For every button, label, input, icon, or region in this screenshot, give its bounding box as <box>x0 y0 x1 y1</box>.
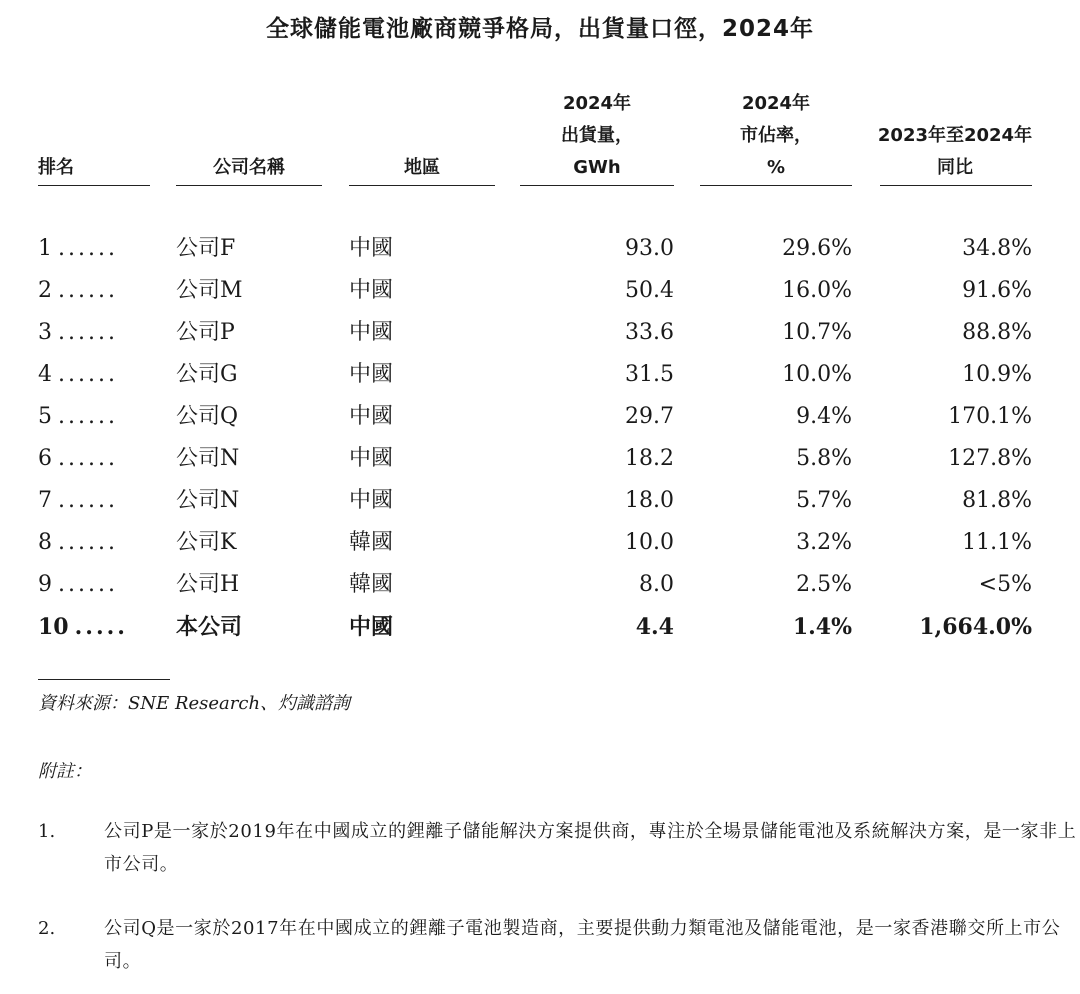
header-region: 地區 <box>404 157 440 178</box>
share-cell: 29.6% <box>782 236 852 261</box>
company-cell: 公司Q <box>176 404 239 429</box>
company-cell: 公司N <box>176 488 240 513</box>
rank-cell: 3 ...... <box>38 320 118 345</box>
shipments-cell: 29.7 <box>625 404 674 429</box>
company-cell: 本公司 <box>176 614 243 640</box>
table-row <box>0 439 1080 479</box>
rank-cell: 8 ...... <box>38 530 118 555</box>
share-cell: 5.8% <box>796 446 852 471</box>
company-cell: 公司G <box>176 362 238 387</box>
yoy-cell: 91.6% <box>962 278 1032 303</box>
yoy-cell: 127.8% <box>948 446 1032 471</box>
region-cell: 中國 <box>349 236 394 261</box>
table-title: 全球儲能電池廠商競爭格局，出貨量口徑，2024年 <box>265 16 814 42</box>
company-cell: 公司F <box>176 236 236 261</box>
table-row <box>0 565 1080 605</box>
header-share-line1: 2024年 <box>741 93 811 114</box>
company-cell: 公司K <box>176 530 237 555</box>
company-cell: 公司N <box>176 446 240 471</box>
share-cell: 16.0% <box>782 278 852 303</box>
rank-cell: 1 ...... <box>38 236 118 261</box>
company-cell: 公司M <box>176 278 243 303</box>
header-share-line2: 市佔率， <box>740 125 812 146</box>
notes-title: 附註： <box>38 761 92 782</box>
yoy-cell: <5% <box>978 572 1032 597</box>
share-cell: 10.7% <box>782 320 852 345</box>
share-cell: 9.4% <box>796 404 852 429</box>
share-cell: 10.0% <box>782 362 852 387</box>
note-text: 公司Q是一家於2017年在中國成立的鋰離子電池製造商，主要提供動力類電池及儲能電池，是一家香港聯交所上市公司。 <box>104 918 1061 972</box>
header-rule-yoy <box>880 185 1032 186</box>
header-yoy-line1: 2023年至2024年 <box>877 125 1033 146</box>
shipments-cell: 18.0 <box>625 488 674 513</box>
header-rule-share <box>700 185 852 186</box>
table-row <box>0 271 1080 311</box>
shipments-cell: 50.4 <box>625 278 674 303</box>
table-row <box>0 523 1080 563</box>
region-cell: 中國 <box>349 320 394 345</box>
region-cell: 中國 <box>349 404 394 429</box>
header-shipments-line3: GWh <box>573 157 621 178</box>
yoy-cell: 81.8% <box>962 488 1032 513</box>
table-row <box>0 355 1080 395</box>
rank-cell: 2 ...... <box>38 278 118 303</box>
region-cell: 中國 <box>349 446 394 471</box>
shipments-cell: 31.5 <box>625 362 674 387</box>
shipments-cell: 93.0 <box>625 236 674 261</box>
yoy-cell: 10.9% <box>962 362 1032 387</box>
header-rule-company <box>176 185 322 186</box>
share-cell: 3.2% <box>796 530 852 555</box>
header-company: 公司名稱 <box>213 157 285 178</box>
company-cell: 公司H <box>176 572 240 597</box>
header-rule-shipments <box>520 185 674 186</box>
table-row-highlight <box>0 607 1080 647</box>
shipments-cell: 4.4 <box>635 614 674 640</box>
shipments-cell: 33.6 <box>625 320 674 345</box>
header-yoy-line2: 同比 <box>937 157 973 178</box>
rank-cell: 10 ..... <box>38 614 128 640</box>
table-row <box>0 229 1080 269</box>
header-rule-rank <box>38 185 150 186</box>
header-shipments-line2: 出貨量， <box>561 125 633 146</box>
yoy-cell: 1,664.0% <box>919 614 1032 640</box>
region-cell: 韓國 <box>349 572 394 597</box>
yoy-cell: 88.8% <box>962 320 1032 345</box>
region-cell: 中國 <box>349 278 394 303</box>
rank-cell: 4 ...... <box>38 362 118 387</box>
share-cell: 5.7% <box>796 488 852 513</box>
header-share-line3: % <box>766 157 786 178</box>
source-divider <box>38 679 170 680</box>
rank-cell: 9 ...... <box>38 572 118 597</box>
region-cell: 中國 <box>349 614 394 640</box>
rank-cell: 7 ...... <box>38 488 118 513</box>
share-cell: 2.5% <box>796 572 852 597</box>
yoy-cell: 170.1% <box>948 404 1032 429</box>
rank-cell: 6 ...... <box>38 446 118 471</box>
shipments-cell: 10.0 <box>625 530 674 555</box>
table-row <box>0 313 1080 353</box>
region-cell: 中國 <box>349 362 394 387</box>
table-row <box>0 397 1080 437</box>
shipments-cell: 18.2 <box>625 446 674 471</box>
header-shipments-line1: 2024年 <box>562 93 632 114</box>
region-cell: 中國 <box>349 488 394 513</box>
company-cell: 公司P <box>176 320 235 345</box>
header-rank: 排名 <box>38 157 74 178</box>
yoy-cell: 11.1% <box>962 530 1032 555</box>
note-number: 1. <box>38 821 56 842</box>
region-cell: 韓國 <box>349 530 394 555</box>
note-text: 公司P是一家於2019年在中國成立的鋰離子儲能解決方案提供商，專注於全場景儲能電池及系統解決方案，是一家非上市公司。 <box>104 821 1077 875</box>
header-rule-region <box>349 185 495 186</box>
shipments-cell: 8.0 <box>639 572 674 597</box>
note-number: 2. <box>38 918 56 939</box>
table-row <box>0 481 1080 521</box>
rank-cell: 5 ...... <box>38 404 118 429</box>
share-cell: 1.4% <box>792 614 852 640</box>
source-text: 資料來源：SNE Research、灼識諮詢 <box>38 693 351 714</box>
yoy-cell: 34.8% <box>962 236 1032 261</box>
